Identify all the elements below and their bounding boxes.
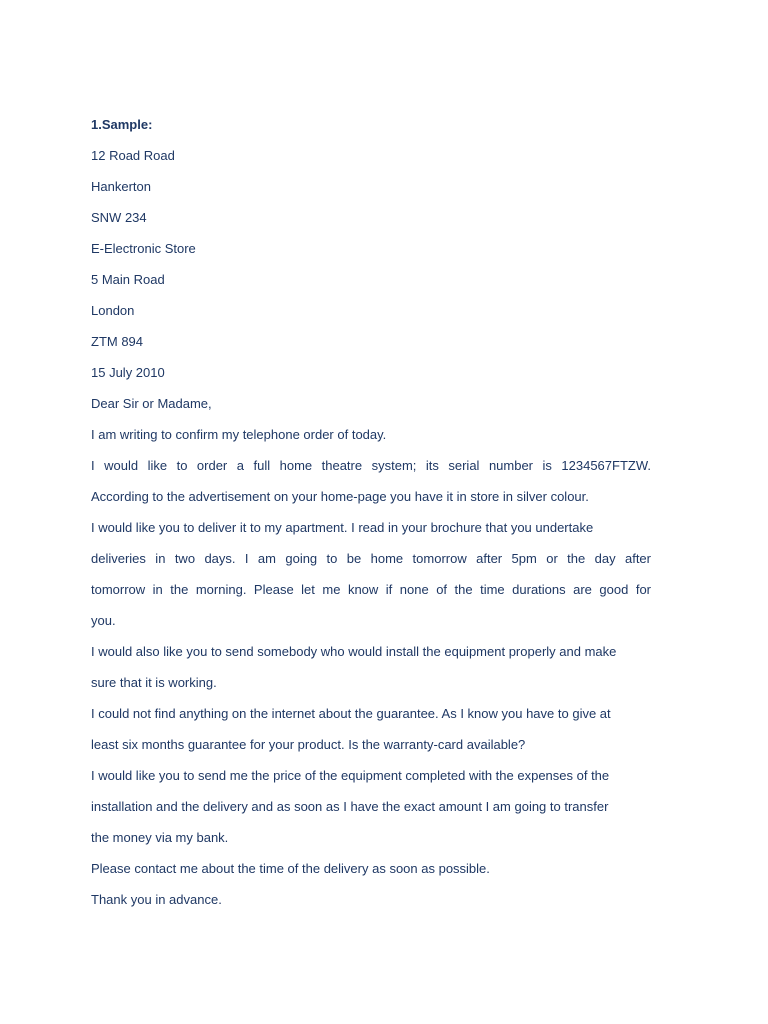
body-line: tomorrow in the morning. Please let me know if none of the time durations are good for — [91, 582, 651, 597]
sender-street: 12 Road Road — [91, 148, 175, 163]
letter — [91, 114, 651, 920]
body-line: I would like you to send me the price of the equipment completed with the expenses of the — [91, 768, 610, 783]
recipient-city: London — [91, 303, 135, 318]
sender-postcode: SNW 234 — [91, 210, 147, 225]
body-line: I could not find anything on the internet about the guarantee. As I know you have to give at — [91, 706, 611, 721]
letter-date: 15 July 2010 — [91, 365, 165, 380]
body-line: you. — [91, 613, 116, 628]
recipient-name: E-Electronic Store — [91, 241, 196, 256]
body-line: According to the advertisement on your home-page you have it in store in silver colour. — [91, 489, 589, 504]
body-line: sure that it is working. — [91, 675, 217, 690]
sample-heading: 1.Sample: — [91, 117, 153, 132]
body-line: the money via my bank. — [91, 830, 229, 845]
body-line: I am writing to confirm my telephone order of today. — [91, 427, 387, 442]
body-line: installation and the delivery and as soon as I have the exact amount I am going to transfer — [91, 799, 609, 814]
body-line: I would also like you to send somebody who would install the equipment properly and make — [91, 644, 617, 659]
body-line: least six months guarantee for your product. Is the warranty-card available? — [91, 737, 526, 752]
body-line: deliveries in two days. I am going to be home tomorrow after 5pm or the day after — [91, 551, 651, 566]
body-line: Thank you in advance. — [91, 892, 222, 907]
body-line: I would like to order a full home theatre system; its serial number is 1234567FTZW. — [91, 458, 651, 473]
salutation: Dear Sir or Madame, — [91, 396, 212, 411]
recipient-street: 5 Main Road — [91, 272, 165, 287]
sender-town: Hankerton — [91, 179, 151, 194]
body-line: Please contact me about the time of the delivery as soon as possible. — [91, 861, 490, 876]
body-line: I would like you to deliver it to my apartment. I read in your brochure that you undertake — [91, 520, 594, 535]
recipient-postcode: ZTM 894 — [91, 334, 144, 349]
